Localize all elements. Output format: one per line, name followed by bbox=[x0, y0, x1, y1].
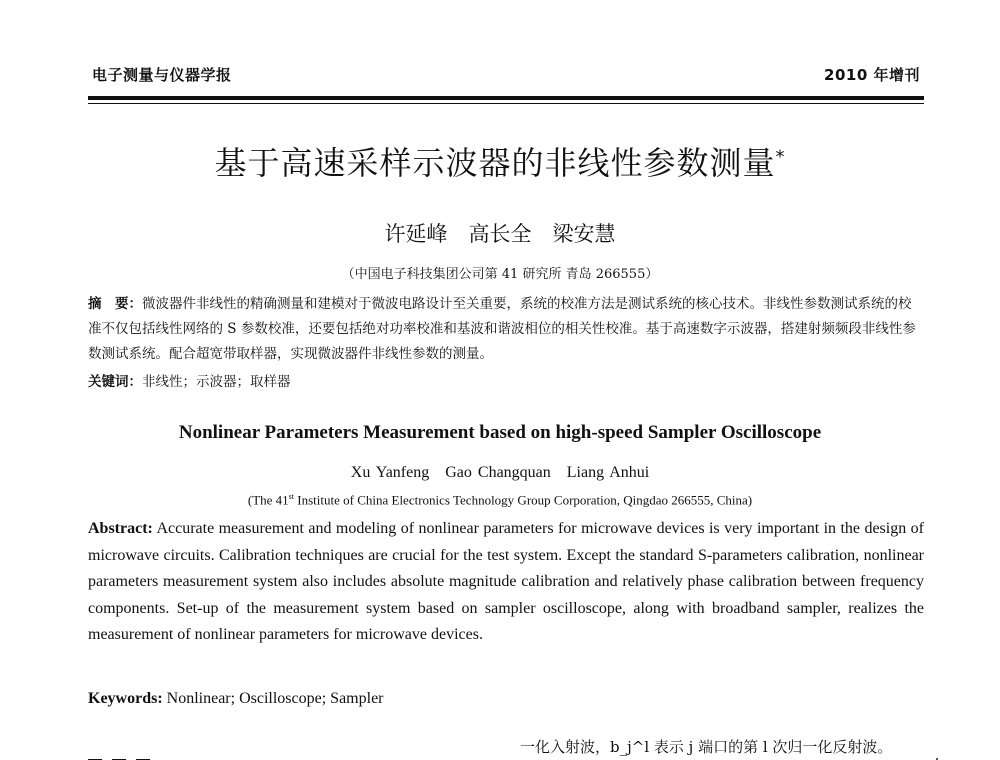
abstract-english bbox=[88, 516, 924, 649]
keywords-english bbox=[88, 690, 924, 708]
authors-english bbox=[0, 464, 1000, 482]
affiliation-english-rest: Institute of China Electronics Technology Group Corporation, Qingdao 266555, China) bbox=[294, 492, 753, 508]
affiliation-chinese: （中国电子科技集团公司第 41 研究所 青岛 266555） bbox=[341, 267, 659, 282]
title-chinese bbox=[0, 138, 1000, 184]
keywords-chinese-label: 关键词： bbox=[88, 374, 142, 390]
title-chinese-text: 基于高速采样示波器的非线性参数测量 bbox=[214, 144, 776, 182]
author-3: Liang Anhui bbox=[566, 464, 650, 481]
keywords-chinese bbox=[88, 370, 924, 390]
abstract-chinese-label: 摘 要： bbox=[88, 296, 142, 312]
author-1: Xu Yanfeng bbox=[350, 464, 430, 481]
abstract-english-label: Abstract: bbox=[88, 520, 153, 537]
header-rule-thin bbox=[88, 103, 924, 104]
abstract-english-text: Accurate measurement and modeling of nonlinear parameters for microwave devices is very important in the design of microwave circuits. Calibration techniques are crucial for the test system. Except the standard S-parameters calibration, nonlinear parameters measurement system also includes absolute magnitude calibration and relatively phase calibration between frequency components. Set-up of the measurement system based on sampler oscilloscope, along with broadband sampler, realizes the measurement of nonlinear parameters for microwave devices. bbox=[88, 520, 924, 644]
keywords-english-text: Nonlinear; Oscilloscope; Sampler bbox=[166, 690, 384, 707]
body-text-fragment: 一化入射波，b_j^l 表示 j 端口的第 l 次归一化反射波。 bbox=[520, 738, 893, 756]
authors-chinese: 许延峰 高长全 梁安慧 bbox=[384, 222, 616, 246]
affiliation-english-sup: st bbox=[288, 492, 295, 501]
affiliation-english-prefix: (The 41 bbox=[247, 492, 289, 508]
affiliation-english bbox=[0, 492, 1000, 508]
keywords-english-label: Keywords: bbox=[88, 690, 163, 707]
section-heading-partial bbox=[88, 752, 178, 760]
title-english: Nonlinear Parameters Measurement based on high-speed Sampler Oscilloscope bbox=[178, 422, 822, 443]
journal-name: 电子测量与仪器学报 bbox=[92, 66, 232, 84]
keywords-chinese-text: 非线性；示波器；取样器 bbox=[142, 374, 291, 390]
title-footnote-mark: * bbox=[775, 146, 786, 168]
abstract-chinese bbox=[88, 292, 924, 367]
abstract-chinese-text: 微波器件非线性的精确测量和建模对于微波电路设计至关重要，系统的校准方法是测试系统的核心技术。非线性参数测试系统的校准不仅包括线性网络的 S 参数校准，还要包括绝对功率校准和基波和谐波相位的相关性校准。基于高速数字示波器，搭建射频频段非线性参数测试系统。配合超宽带取样器，实现微波器件非线性参数的测量。 bbox=[88, 296, 916, 362]
journal-issue: 2010 年增刊 bbox=[824, 66, 920, 84]
author-2: Gao Changquan bbox=[445, 464, 551, 481]
header-rule-thick bbox=[88, 96, 924, 100]
